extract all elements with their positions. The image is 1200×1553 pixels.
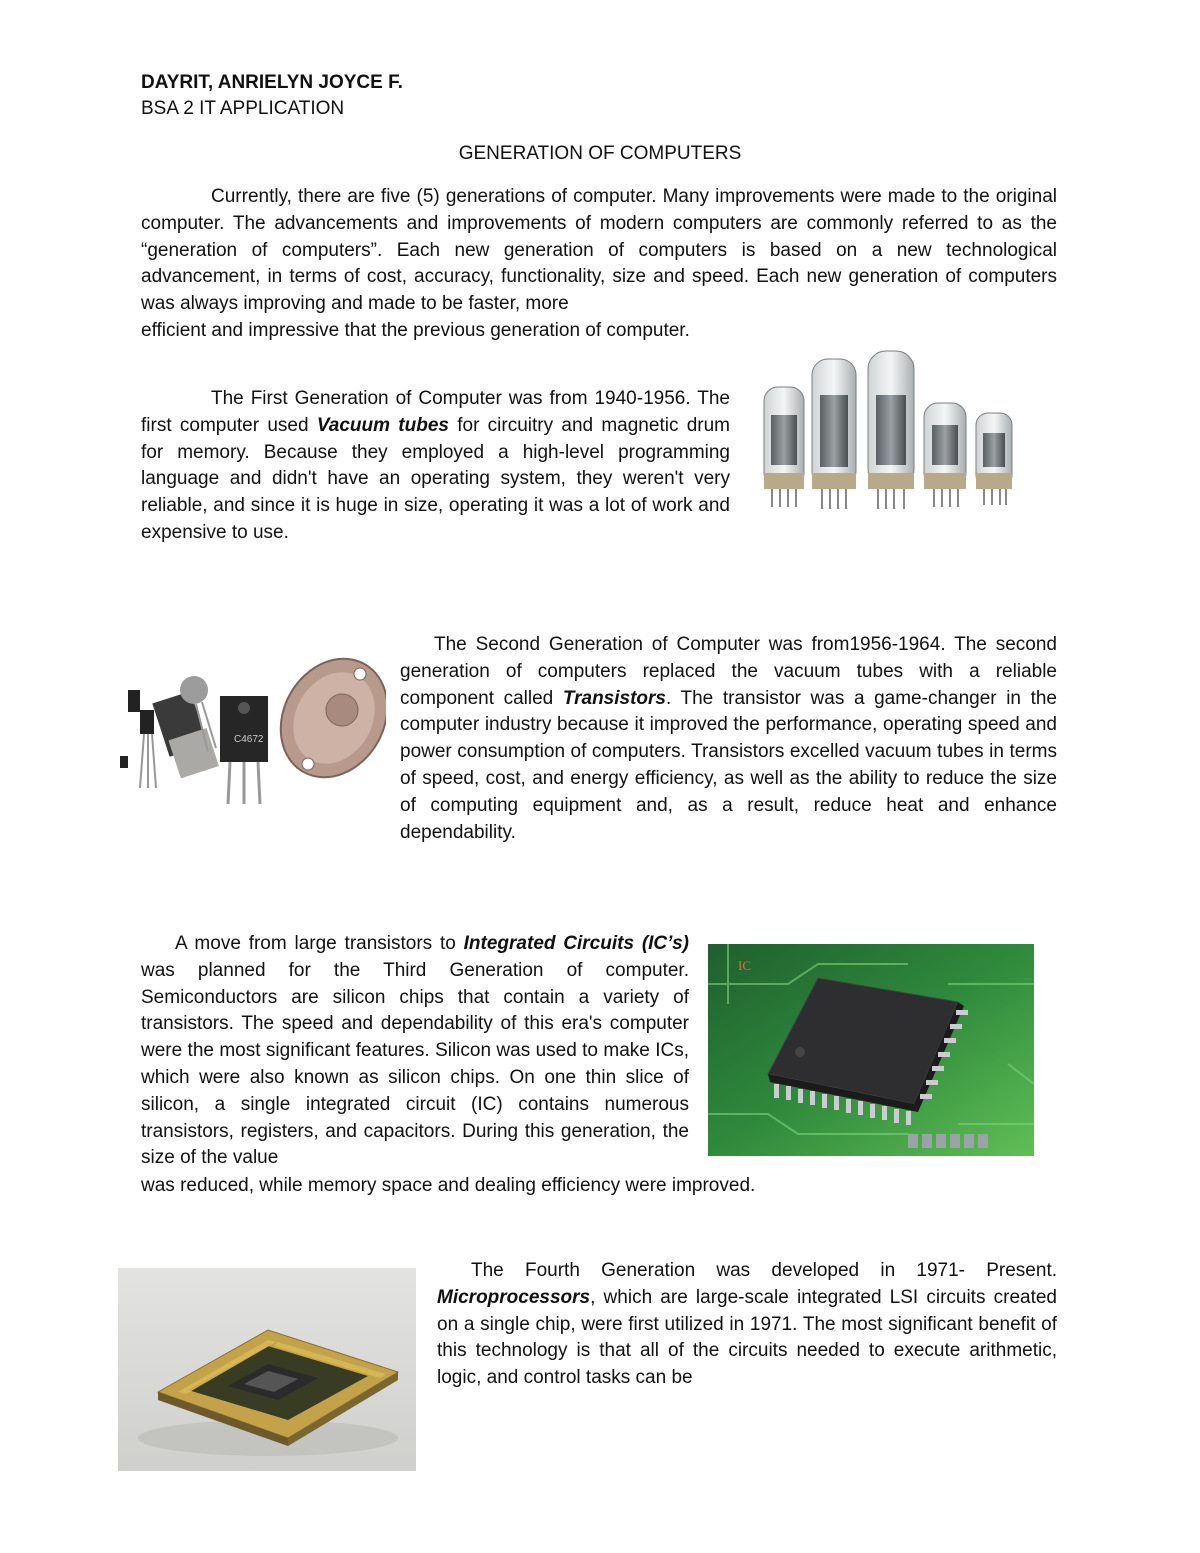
transistors-photo-icon xyxy=(116,652,386,808)
ic-image-label: IC xyxy=(738,958,751,973)
vacuum-tubes-photo-icon xyxy=(758,345,1018,515)
microprocessor-photo-icon xyxy=(118,1268,416,1471)
author-name: DAYRIT, ANRIELYN JOYCE F. xyxy=(141,72,403,93)
course-label: BSA 2 IT APPLICATION xyxy=(141,98,345,119)
transistors-keyword: Transistors xyxy=(562,687,666,709)
vacuum-tubes-image xyxy=(758,345,1018,515)
document-title: GENERATION OF COMPUTERS xyxy=(458,143,742,164)
integrated-circuit-image xyxy=(708,944,1034,1156)
intro-tail-text: efficient and impressive that the previous generation of computer. xyxy=(141,320,690,341)
integrated-circuit-photo-icon xyxy=(708,944,1034,1156)
intro-text: Currently, there are five (5) generations of computer. Many improvements were made to the original computer. The advancements and improvements of modern computers are commonly referred to as the “generation of computers”. Each new generation of computers is based on a new technological advancement, in terms of cost, accuracy, functionality, size and speed. Each new generation of computers was always improving and made to be faster, more xyxy=(141,186,1057,315)
vacuum-tubes-keyword: Vacuum tubes xyxy=(316,414,449,436)
integrated-circuits-keyword: Integrated Circuits (IC’s) xyxy=(463,933,689,954)
microprocessors-keyword: Microprocessors xyxy=(437,1286,591,1308)
svg-text:C4672: C4672 xyxy=(234,734,264,745)
third-generation-tail: was reduced, while memory space and dealing efficiency were improved. xyxy=(141,1175,756,1196)
third-generation-paragraph: A move from large transistors to Integrated Circuits (IC’s) was planned for the Third Generation of computer. Semiconductors are silicon chips that contain a variety of transistors. The speed and dependability of this era's computer were the most significant features. Silicon was used to make ICs, which were also known as silicon chips. On one thin slice of silicon, a single integrated circuit (IC) contains numerous transistors, registers, and capacitors. During this generation, the size of the value xyxy=(141,933,689,1169)
first-generation-paragraph: The First Generation of Computer was from 1940-1956. The first computer used Vacuum tubes for circuitry and magnetic drum for memory. Because they employed a high-level programming language and didn't have an operating system, they weren't very reliable, and since it is huge in size, operating it was a lot of work and expensive to use. xyxy=(141,388,731,543)
intro-paragraph-tail xyxy=(141,318,730,345)
fourth-generation-paragraph: The Fourth Generation was developed in 1971- Present. Microprocessors, which are large-scale integrated LSI circuits created on a single chip, were first utilized in 1971. The most significant benefit of this technology is that all of the circuits needed to execute arithmetic, logic, and control tasks can be xyxy=(437,1260,1057,1389)
second-generation-paragraph: The Second Generation of Computer was from1956-1964. The second generation of computers replaced the vacuum tubes with a reliable component called Transistors. The transistor was a game-changer in the computer industry because it improved the performance, operating speed and power consumption of computers. Transistors excelled vacuum tubes in terms of speed, cost, and energy efficiency, as well as the ability to reduce the size of computing equipment and, as a result, reduce heat and enhance dependability. xyxy=(400,634,1057,843)
intro-paragraph xyxy=(141,184,1057,318)
microprocessor-image xyxy=(118,1268,416,1471)
transistors-image xyxy=(116,652,386,808)
